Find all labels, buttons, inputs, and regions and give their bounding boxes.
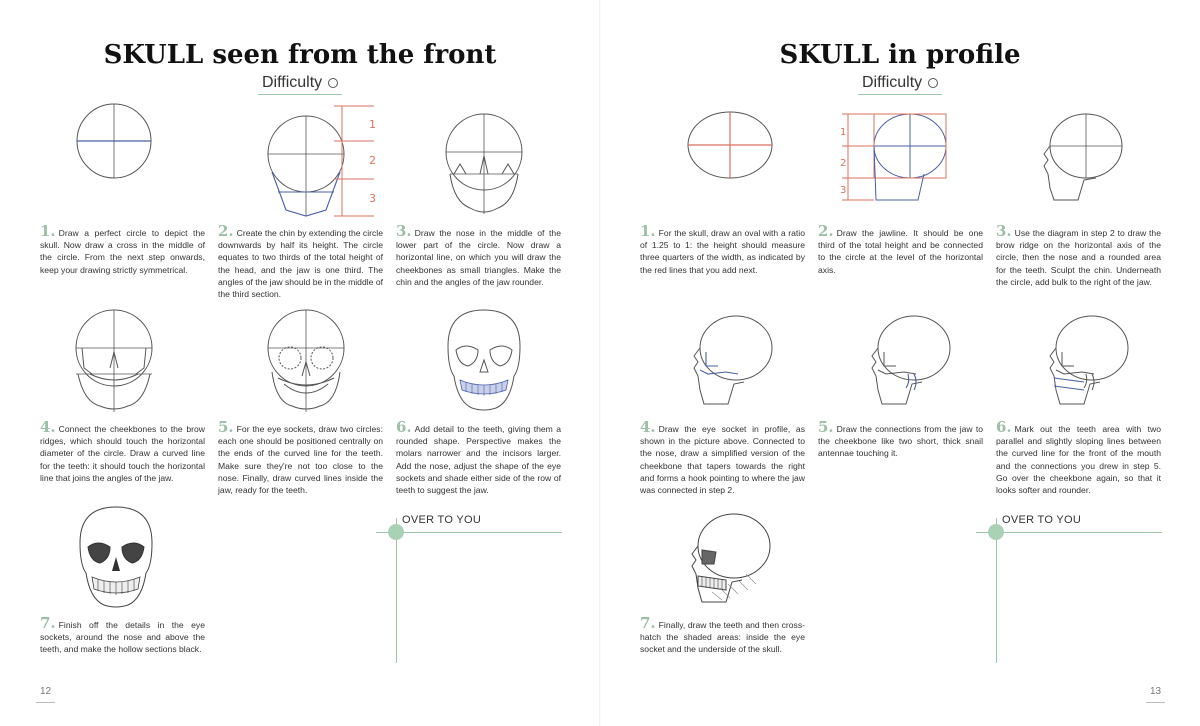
front-step1-figure: [70, 103, 160, 188]
front-step7-figure: [72, 503, 167, 618]
front-step-3: 3. Draw the nose in the middle of the lower part of the circle. Now draw a horizontal line, on which you will draw the cheekbones as small triangles. Make the chin and the angles of the jaw rounder.: [396, 222, 561, 287]
left-difficulty: [262, 74, 338, 92]
profile-measure-label-1: 1: [840, 127, 847, 138]
front-step2-figure: [262, 104, 392, 224]
profile-step5-figure: [864, 312, 954, 417]
right-page: [600, 0, 1200, 726]
profile-step-2: 2. Draw the jawline. It should be one third of the total height and be connected to the circle at the level of the horizontal axis.: [818, 222, 983, 275]
green-dot-icon: [388, 524, 404, 540]
left-page-number: 12: [40, 686, 51, 697]
over-to-you-label: OVER TO YOU: [402, 514, 482, 526]
measure-label-1: 1: [369, 118, 376, 131]
over-to-you-label: OVER TO YOU: [1002, 514, 1082, 526]
front-step-4: 4. Connect the cheekbones to the brow ridges, which should touch the horizontal diameter of the circle. Draw a curved line for the teeth: it should touch the horizontal line that joins the angles of the jaw.: [40, 418, 205, 483]
profile-measure-label-3: 3: [840, 185, 847, 196]
front-step-2: 2. Create the chin by extending the circle downwards by half its height. The circle equates to two thirds of the total height of the head, and the jaw is one third. The angles of the jaw should be in the middle of the third section.: [218, 222, 383, 300]
difficulty-circle-icon: [328, 78, 338, 88]
profile-step3-figure: [1038, 108, 1128, 213]
front-step5-figure: [262, 306, 357, 421]
right-difficulty: [862, 74, 938, 92]
profile-step-5: 5. Draw the connections from the jaw to the cheekbone like two short, thick snail antennae touching it.: [818, 418, 983, 459]
profile-measure-label-2: 2: [840, 158, 847, 169]
profile-step-6: 6. Mark out the teeth area with two parallel and slightly sloping lines between the curved line for the front of the mouth and the connections you drew in step 5. Go over the cheekbone again, so that it looks softer and rounder.: [996, 418, 1161, 496]
front-step-6: 6. Add detail to the teeth, giving them a rounded shape. Perspective makes the molars narrower and the incisors larger. Add the nose, adjust the shape of the eye sockets and shade either side of the row of teeth to suggest the jaw.: [396, 418, 561, 496]
measure-label-2: 2: [369, 154, 376, 167]
front-step-1: 1. Draw a perfect circle to depict the skull. Now draw a cross in the middle of the circle. From the next step onwards, keep your drawing strictly symmetrical.: [40, 222, 205, 275]
difficulty-label: Difficulty: [262, 74, 323, 91]
green-dot-icon: [988, 524, 1004, 540]
front-step4-figure: [70, 306, 165, 421]
profile-step1-figure: [686, 110, 776, 190]
profile-step6-figure: [1042, 312, 1132, 417]
right-over-to-you-box: [976, 510, 1166, 660]
front-step-5: 5. For the eye sockets, draw two circles: each one should be positioned centrally on the ends of the curved line for the teeth. Make sure they're not too close to the nose. Finally, draw curved lines inside the jaw, ready for the teeth.: [218, 418, 383, 496]
left-over-to-you-box: [376, 510, 566, 660]
front-step3-figure: [440, 104, 535, 224]
profile-step-1: 1. For the skull, draw an oval with a ratio of 1.25 to 1: the height should measure three quarters of the width, as indicated by the red lines that you add next.: [640, 222, 805, 275]
left-page-title: SKULL seen from the front: [103, 40, 497, 70]
profile-step-4: 4. Draw the eye socket in profile, as shown in the picture above. Connected to the nose, draw a simplified version of the cheekbone that tapers towards the right and forms a hook pointing to where the jaw was connected in step 2.: [640, 418, 805, 496]
difficulty-label: Difficulty: [862, 74, 923, 91]
profile-step2-figure: [840, 108, 950, 218]
front-step6-figure: [440, 306, 535, 421]
right-page-number: 13: [1150, 686, 1161, 697]
front-step-7: 7. Finish off the details in the eye sockets, around the nose and above the teeth, and make the hollow sections black.: [40, 614, 205, 655]
profile-step-3: 3. Use the diagram in step 2 to draw the brow ridge on the horizontal axis of the circle, then the nose and a rounded area for the teeth. Sculpt the chin. Underneath the circle, add bulk to the right of the jaw.: [996, 222, 1161, 287]
profile-step-7: 7. Finally, draw the teeth and then cross-hatch the shaded areas: inside the eye socket and the underside of the skull.: [640, 614, 805, 655]
profile-step7-figure: [682, 510, 777, 615]
profile-step4-figure: [686, 312, 776, 417]
measure-label-3: 3: [369, 192, 376, 205]
right-page-title: SKULL in profile: [779, 40, 1021, 70]
difficulty-circle-icon: [928, 78, 938, 88]
